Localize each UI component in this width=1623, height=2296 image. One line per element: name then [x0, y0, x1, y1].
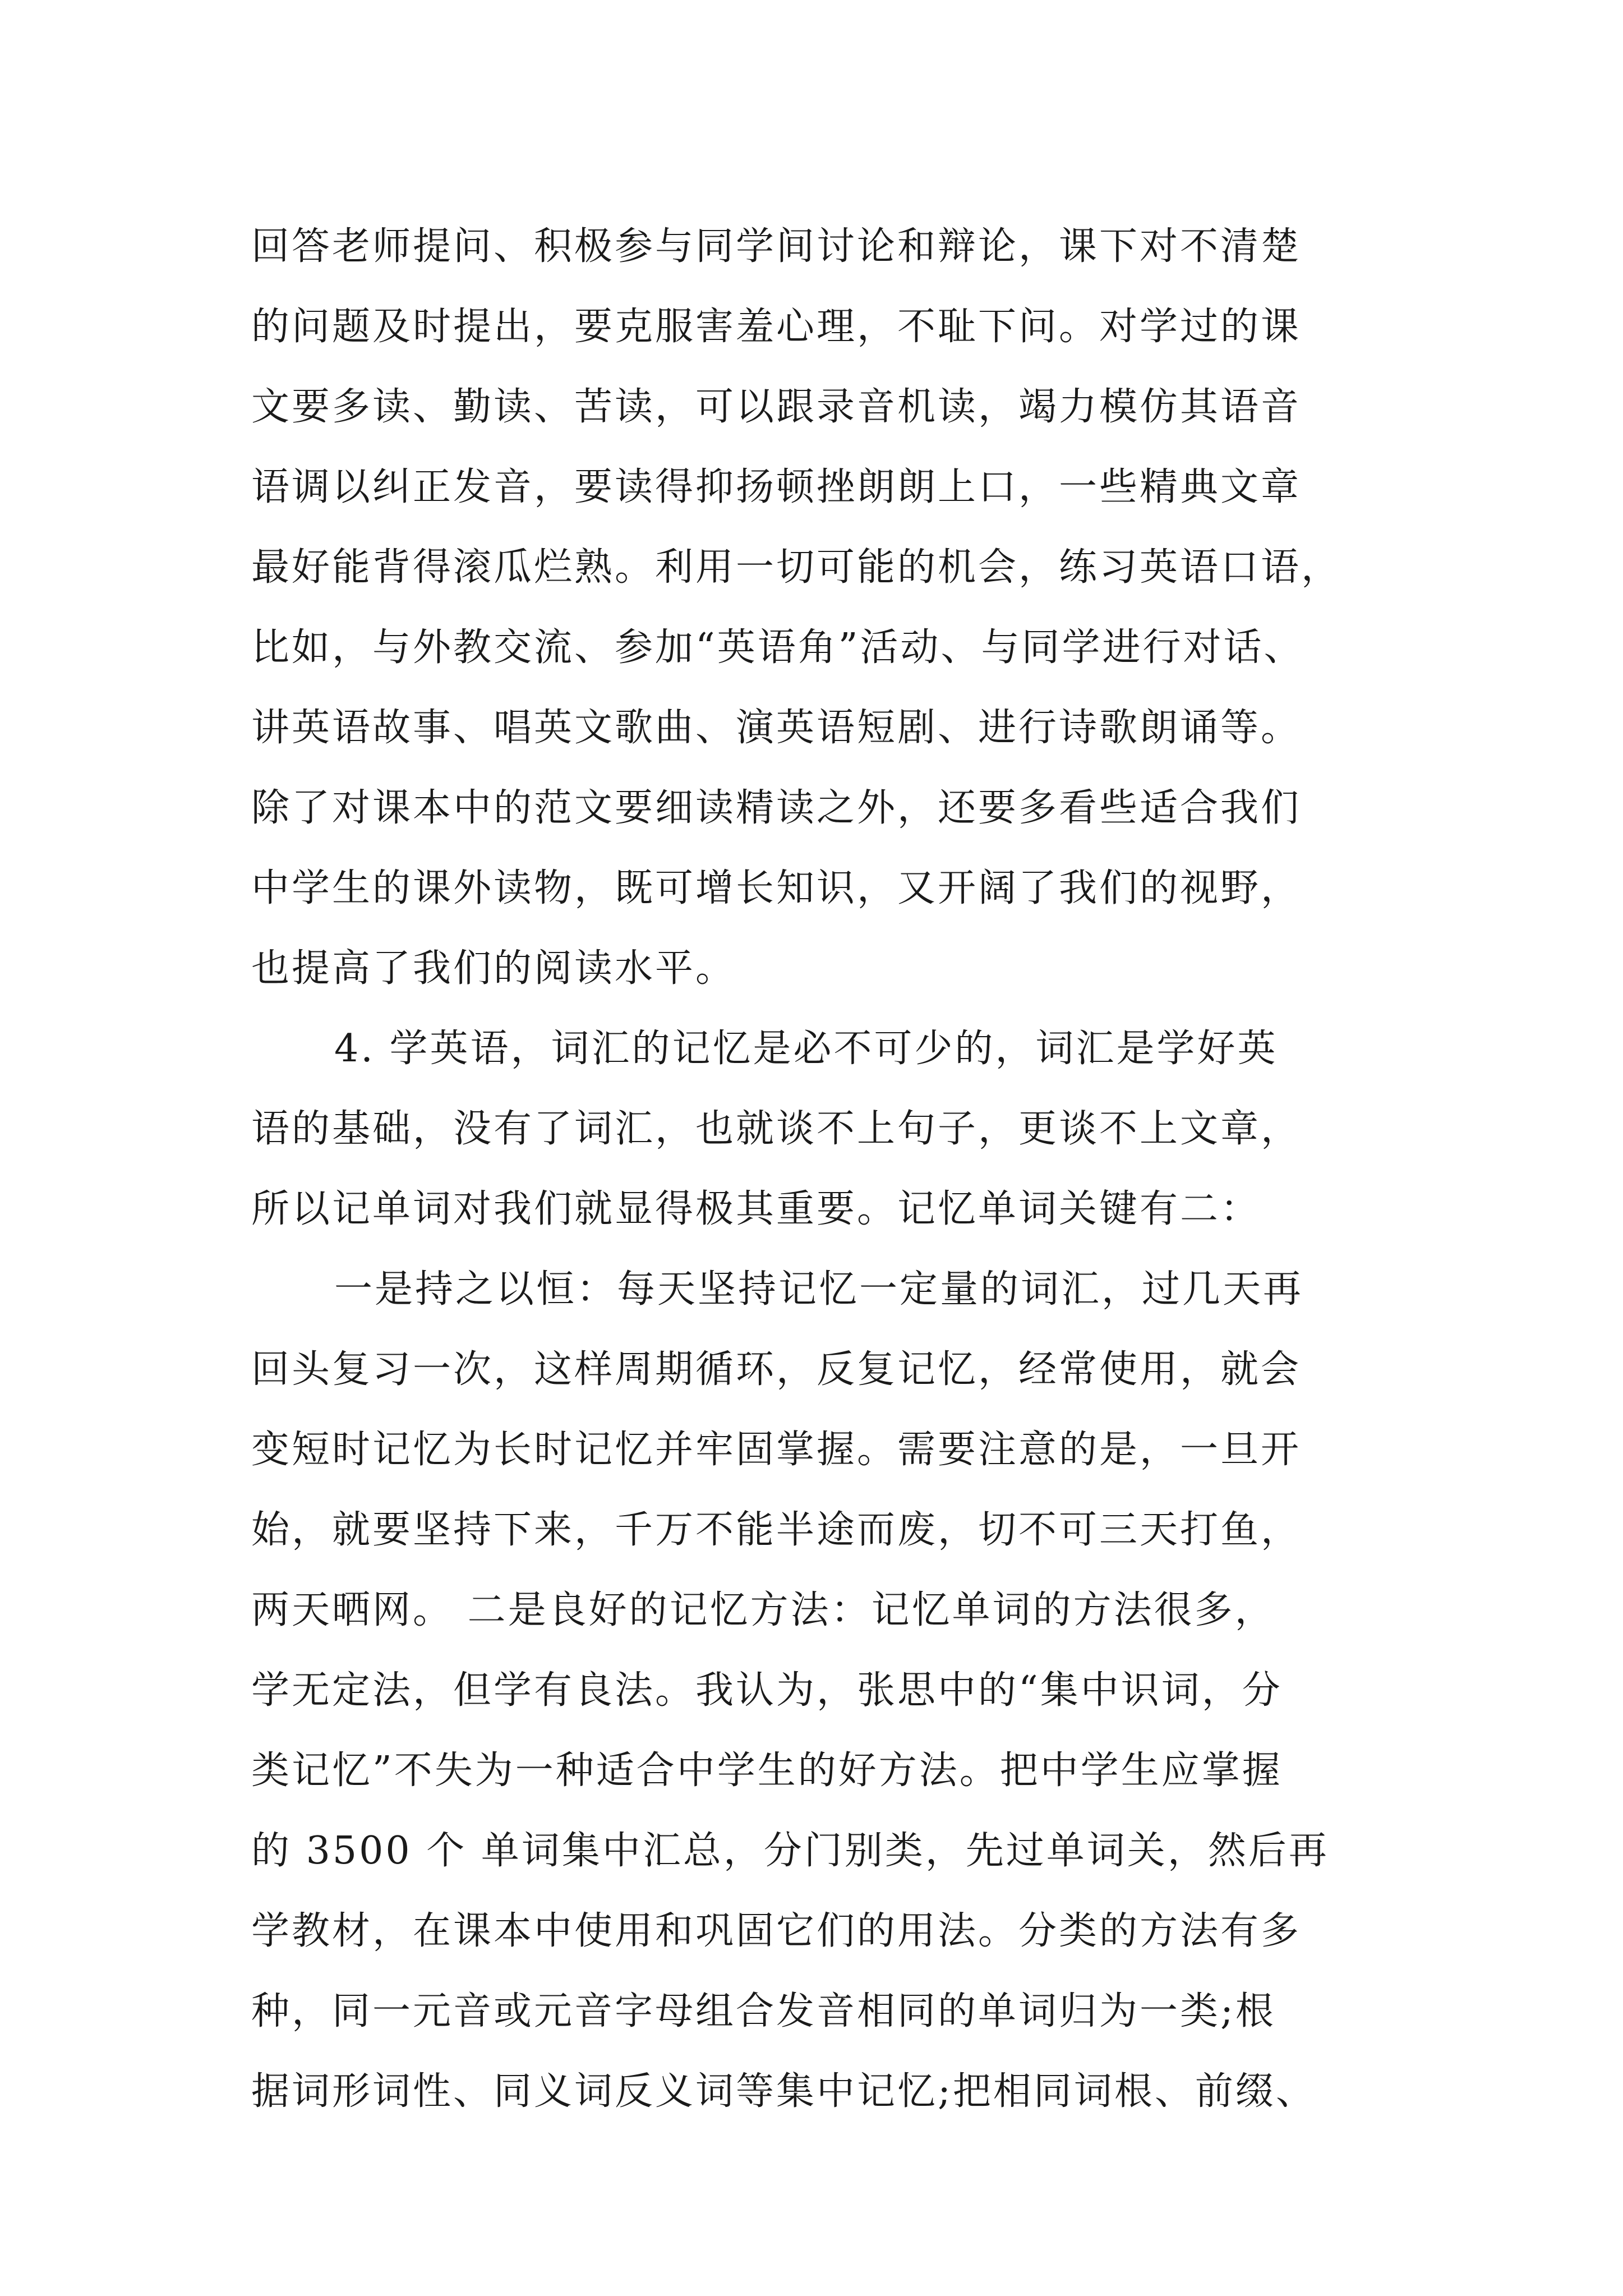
text-line: 的 3500 个 单词集中汇总，分门别类，先过单词关，然后再 — [251, 1829, 1329, 1873]
text-line: 学教材，在课本中使用和巩固它们的用法。分类的方法有多 — [251, 1909, 1302, 1953]
text-line: 种，同一元音或元音字母组合发音相同的单词归为一类;根 — [251, 1989, 1276, 2033]
paragraph-start-line: 4. 学英语，词汇的记忆是必不可少的，词汇是学好英 — [334, 1027, 1278, 1071]
text-line: 语的基础，没有了词汇，也就谈不上句子，更谈不上文章， — [251, 1107, 1302, 1151]
text-line: 比如，与外教交流、参加“英语角”活动、与同学进行对话、 — [251, 625, 1304, 670]
text-line: 中学生的课外读物，既可增长知识，又开阔了我们的视野， — [251, 866, 1302, 910]
text-line: 变短时记忆为长时记忆并牢固掌握。需要注意的是，一旦开 — [251, 1428, 1302, 1472]
paragraph-start-line: 一是持之以恒：每天坚持记忆一定量的词汇，过几天再 — [334, 1267, 1304, 1312]
text-line: 讲英语故事、唱英文歌曲、演英语短剧、进行诗歌朗诵等。 — [251, 706, 1302, 750]
text-line: 回答老师提问、积极参与同学间讨论和辩论，课下对不清楚 — [251, 224, 1302, 269]
text-line: 类记忆”不失为一种适合中学生的好方法。把中学生应掌握 — [251, 1749, 1283, 1793]
text-line: 回头复习一次，这样周期循环，反复记忆，经常使用，就会 — [251, 1347, 1302, 1392]
text-line: 的问题及时提出，要克服害羞心理，不耻下问。对学过的课 — [251, 305, 1302, 349]
text-line: 文要多读、勤读、苦读，可以跟录音机读，竭力模仿其语音 — [251, 385, 1302, 429]
text-line: 除了对课本中的范文要细读精读之外，还要多看些适合我们 — [251, 786, 1302, 830]
text-line: 语调以纠正发音，要读得抑扬顿挫朗朗上口，一些精典文章 — [251, 465, 1302, 509]
body-text — [251, 206, 1407, 2132]
text-line: 也提高了我们的阅读水平。 — [251, 946, 736, 991]
text-line: 始，就要坚持下来，千万不能半途而废，切不可三天打鱼， — [251, 1508, 1302, 1552]
text-line: 据词形词性、同义词反义词等集中记忆;把相同词根、前缀、 — [251, 2069, 1316, 2114]
text-line: 学无定法，但学有良法。我认为，张思中的“集中识词，分 — [251, 1668, 1283, 1713]
text-line: 所以记单词对我们就显得极其重要。记忆单词关键有二： — [251, 1187, 1261, 1231]
text-line: 最好能背得滚瓜烂熟。利用一切可能的机会，练习英语口语， — [251, 545, 1342, 590]
text-line: 两天晒网。 二是良好的记忆方法：记忆单词的方法很多， — [251, 1588, 1275, 1632]
